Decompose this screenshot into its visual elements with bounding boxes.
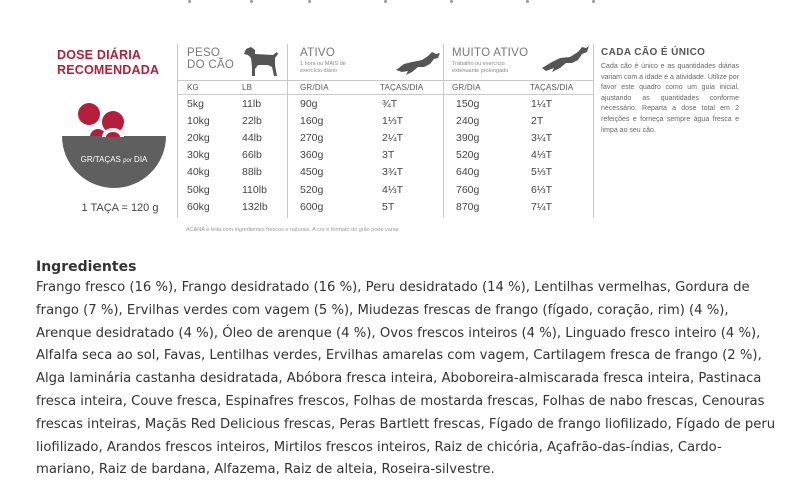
cell-v-cups: 6⅓T [531,183,553,196]
cell-kg: 50kg [187,183,210,196]
cell-lb: 22lb [242,115,262,128]
header-rule [177,80,593,81]
cell-v-gr: 640g [456,166,480,179]
cell-v-cups: 3¼T [531,132,553,145]
cell-lb: 66lb [242,149,262,162]
cell-a-cups: ¾T [382,98,398,110]
cell-v-cups: 1¼T [531,98,553,110]
cell-v-gr: 390g [456,132,480,145]
subheader-rule [177,94,593,95]
cell-a-cups: 3¾T [382,166,404,179]
cell-lb: 110lb [242,183,267,196]
cell-a-cups: 3T [382,149,395,162]
dose-title: DOSE DIÁRIA RECOMENDADA [57,48,160,77]
active-header: ATIVO [300,47,336,59]
bowl-label: GR/TAÇAS [80,155,121,164]
cell-a-gr: 90g [300,98,318,110]
cell-v-gr: 240g [456,115,480,128]
cell-a-gr: 160g [300,115,324,128]
active-subtitle: 1 hora ou MAIS de exercício diário [300,61,346,74]
col-very-active-gr: GR/DIA [452,83,481,92]
ingredients-text: Frango fresco (16 %), Frango desidratado (16 %), Peru desidratado (14 %), Lentilhas vermelhas, Gordura de frango (7 %), Ervilhas verdes com vagem (5 %), Miudezas frescas de frango (fígado, coração, rim) (4 %), Arenque desidratado (4 %), Óleo de arenque (4 %), Ovos frescos inteiros (4 %), Linguado fresco inteiro (4 %), Alfalfa seca ao sol, Favas, Lentilhas verdes, Ervilhas amarelas com vagem, Cartilagem fresca de frango (2 %), Alga laminária castanha desidratada, Abóbora fresca inteira, Aboboreira-almiscarada fresca inteira, Pastinaca fresca inteira, Couve fresca, Espinafres frescos, Folhas de mostarda frescas, Folhas de nabo frescas, Cenouras frescas inteiras, Maçãs Red Delicious frescas, Peras Bartlett frescas, Fígado de frango liofilizado, Fígado de peru liofilizado, Arandos frescos inteiros, Mirtilos frescos inteiros, Raiz de chicória, Açafrão-das-índias, Cardo-mariano, Raiz de bardana, Alfazema, Raiz de alteia, Roseira-silvestre. [36,280,776,478]
cell-v-gr: 870g [456,200,480,213]
cell-kg: 5kg [187,98,204,110]
cell-v-cups: 4⅓T [531,149,553,162]
cup-conversion: 1 TAÇA = 120 g [81,202,159,214]
cell-a-cups: 5T [382,200,395,213]
cell-a-gr: 600g [300,200,324,213]
cell-a-cups: 2¼T [382,132,404,145]
cell-kg: 60kg [187,200,210,213]
cell-a-gr: 360g [300,149,324,162]
col-very-active-cups: TAÇAS/DIA [530,83,574,92]
cell-v-gr: 760g [456,183,480,196]
unique-text: Cada cão é único e as quantidades diárias variam com a idade e a atividade. Utilize por favor este quadro como um guia inicial, ajustando as quantidades conforme necessário. Reparta a dose total em 2 refeições e forneça sempre água fresca e limpa ao seu cão. [601,63,739,134]
cell-a-gr: 520g [300,183,324,196]
svg-text:GR/TAÇAS por DIA: GR/TAÇAS por DIA [80,155,148,164]
weight-header: PESO DO CÃO [187,47,235,71]
col-kg: KG [187,83,199,92]
running-dog-icon [394,50,442,76]
col-active-gr: GR/DIA [300,83,329,92]
cell-kg: 40kg [187,166,210,179]
cell-v-cups: 2T [531,115,544,128]
divider [593,44,594,218]
cell-a-gr: 270g [300,132,324,145]
col-lb: LB [242,83,253,92]
divider [443,44,444,218]
cell-kg: 10kg [187,115,210,128]
cell-v-cups: 7¼T [531,200,553,213]
cell-lb: 11lb [242,98,262,110]
ingredients-section [36,259,776,482]
cell-a-cups: 4⅓T [382,183,404,196]
unique-title: CADA CÃO É ÚNICO [601,47,706,58]
cell-kg: 20kg [187,132,210,145]
divider [287,44,288,218]
cell-a-gr: 450g [300,166,324,179]
ingredients-title: Ingredientes [36,259,137,275]
cell-lb: 88lb [242,166,262,179]
cell-lb: 132lb [242,200,268,213]
cell-a-cups: 1⅓T [382,115,404,128]
cell-v-gr: 150g [456,98,480,110]
food-bowl-icon [62,100,166,196]
leaping-dog-icon [540,44,590,74]
standing-dog-icon [240,45,282,77]
divider [177,44,178,218]
cell-kg: 30kg [187,149,210,162]
very-active-header: MUITO ATIVO [452,47,529,59]
col-active-cups: TAÇAS/DIA [380,83,424,92]
cell-v-cups: 5⅓T [531,166,553,179]
footnote: ACANA é feita com ingredientes frescos e naturais. A cor e formato do grão pode variar [186,227,399,233]
cell-v-gr: 520g [456,149,480,162]
cell-lb: 44lb [242,132,262,145]
very-active-subtitle: Trabalho ou exercício extenuante prolongado [452,61,509,74]
